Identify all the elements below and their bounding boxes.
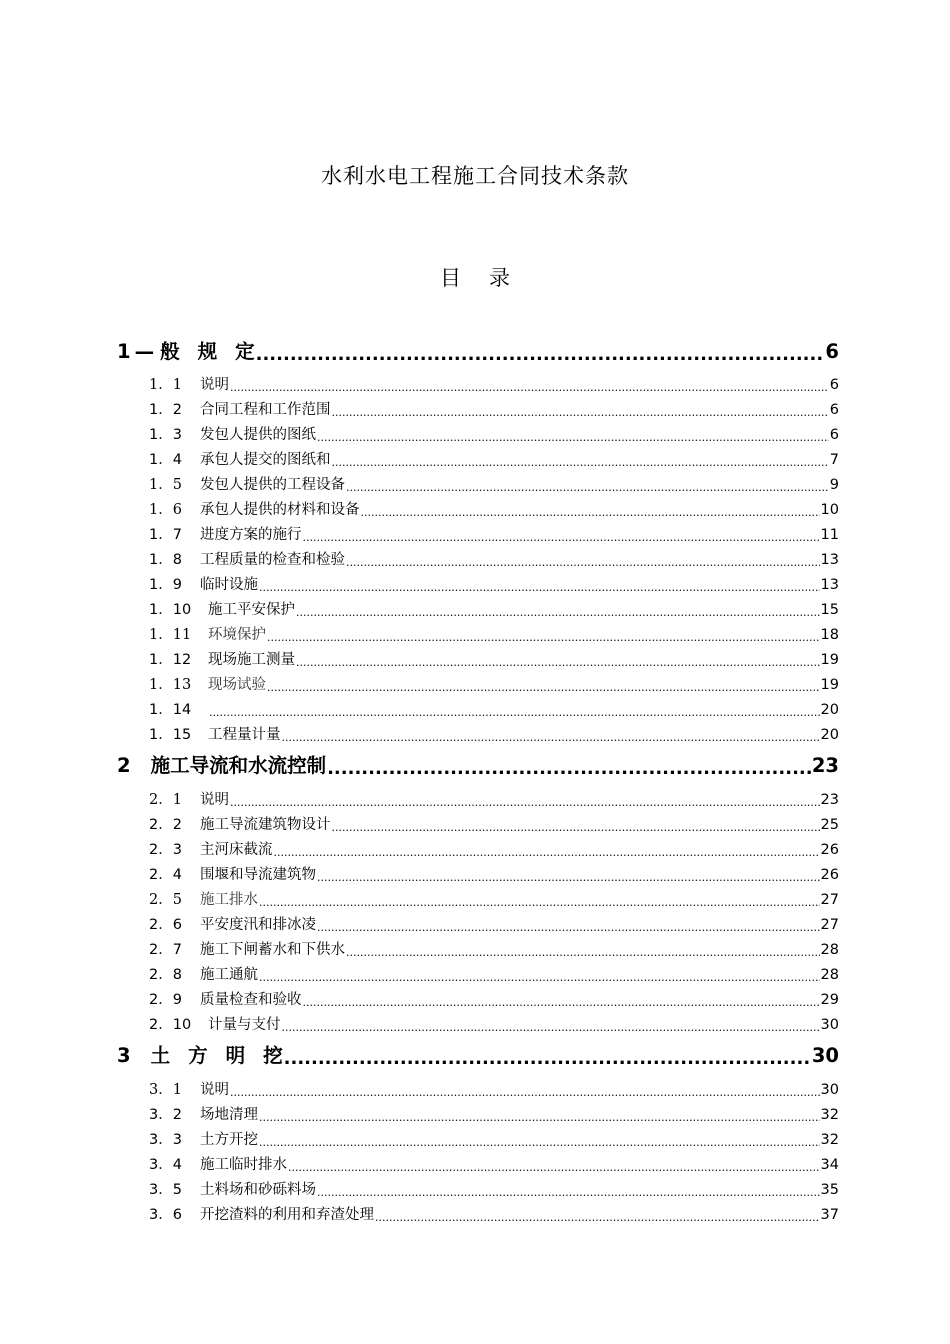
section-title: 发包人提供的工程设备 (200, 477, 345, 493)
dot-leader (267, 631, 820, 642)
chapter-number: 3 (117, 1044, 131, 1067)
section-page: 29 (820, 992, 839, 1008)
section-page: 6 (829, 427, 839, 443)
section-title: 施工下闸蓄水和下供水 (200, 942, 345, 958)
section-number: 1．8 (149, 552, 182, 568)
section-number: 1．3 (149, 427, 182, 443)
section-page: 13 (820, 552, 839, 568)
dot-leader (284, 1048, 811, 1066)
section-page: 6 (829, 377, 839, 393)
section-number: 1．6 (149, 502, 182, 518)
section-title: 说明 (200, 792, 229, 808)
chapter-page: 6 (825, 340, 839, 363)
section-title: 施工排水 (200, 892, 258, 908)
section-title: 承包人提交的图纸和 (200, 452, 331, 468)
dot-leader (375, 1211, 820, 1222)
section-title: 现场施工测量 (208, 652, 295, 668)
section-number: 1．4 (149, 452, 182, 468)
chapter-page: 23 (811, 754, 839, 777)
dot-leader (256, 344, 825, 362)
section-title: 施工通航 (200, 967, 258, 983)
section-page: 13 (820, 577, 839, 593)
section-page: 10 (820, 502, 839, 518)
section-title: 场地清理 (200, 1107, 258, 1123)
section-number: 2．8 (149, 967, 182, 983)
section-page: 11 (820, 527, 839, 543)
document-title: 水利水电工程施工合同技术条款 (321, 164, 629, 188)
section-page: 32 (820, 1132, 839, 1148)
dot-leader (332, 456, 829, 467)
dot-leader (346, 481, 829, 492)
section-page: 18 (820, 627, 839, 643)
toc-section[interactable] (117, 888, 839, 913)
dot-leader (274, 846, 820, 857)
section-number: 3．6 (149, 1207, 182, 1223)
dot-leader (230, 381, 829, 392)
toc-section[interactable] (117, 373, 839, 398)
section-page: 25 (820, 817, 839, 833)
section-number: 2．4 (149, 867, 182, 883)
dot-leader (303, 531, 820, 542)
section-number: 1．13 (149, 677, 192, 693)
dot-leader (259, 581, 820, 592)
section-number: 1．1 (149, 377, 182, 393)
section-number: 2．2 (149, 817, 182, 833)
table-of-contents (117, 336, 839, 1228)
section-page: 34 (820, 1157, 839, 1173)
chapter-title: 土 方 明 挖 (150, 1044, 283, 1067)
section-number: 2．10 (149, 1017, 192, 1033)
toc-heading-char: 录 (489, 266, 510, 290)
section-page: 6 (829, 402, 839, 418)
dot-leader (259, 1136, 820, 1147)
section-number: 3．4 (149, 1157, 182, 1173)
toc-section[interactable] (117, 838, 839, 863)
section-number: 2．1 (149, 792, 182, 808)
dot-leader (332, 406, 829, 417)
section-page: 26 (820, 867, 839, 883)
dot-leader (361, 506, 820, 517)
dot-leader (282, 1021, 820, 1032)
dot-leader (317, 1186, 820, 1197)
toc-section[interactable] (117, 548, 839, 573)
toc-chapter-3[interactable] (117, 1038, 839, 1078)
section-title: 发包人提供的图纸 (200, 427, 316, 443)
section-number: 2．7 (149, 942, 182, 958)
toc-heading (0, 262, 950, 292)
section-page: 15 (820, 602, 839, 618)
dot-leader (296, 656, 820, 667)
toc-section[interactable] (117, 448, 839, 473)
section-title: 施工平安保护 (208, 602, 295, 618)
section-number: 3．1 (149, 1082, 182, 1098)
dot-leader (317, 921, 820, 932)
section-title: 围堰和导流建筑物 (200, 867, 316, 883)
section-number: 1．15 (149, 727, 192, 743)
chapter-title: — 般 规 定 (134, 340, 255, 363)
toc-section[interactable] (117, 913, 839, 938)
toc-section[interactable] (117, 963, 839, 988)
section-title: 临时设施 (200, 577, 258, 593)
section-title: 合同工程和工作范围 (200, 402, 331, 418)
section-page: 37 (820, 1207, 839, 1223)
toc-section[interactable] (117, 473, 839, 498)
section-page: 23 (820, 792, 839, 808)
section-title: 土方开挖 (200, 1132, 258, 1148)
section-title: 计量与支付 (208, 1017, 281, 1033)
section-title: 说明 (200, 1082, 229, 1098)
section-number: 1．14 (149, 702, 192, 718)
section-number: 3．3 (149, 1132, 182, 1148)
dot-leader (259, 1111, 820, 1122)
section-page: 28 (820, 942, 839, 958)
section-number: 2．3 (149, 842, 182, 858)
section-title: 质量检查和验收 (200, 992, 302, 1008)
section-title: 进度方案的施行 (200, 527, 302, 543)
dot-leader (296, 606, 820, 617)
section-number: 1．2 (149, 402, 182, 418)
section-number: 1．5 (149, 477, 182, 493)
section-page: 35 (820, 1182, 839, 1198)
toc-section[interactable] (117, 863, 839, 888)
toc-section[interactable] (117, 988, 839, 1013)
section-number: 2．6 (149, 917, 182, 933)
toc-chapter-1[interactable] (117, 336, 839, 373)
section-title: 工程质量的检查和检验 (200, 552, 345, 568)
section-page: 9 (829, 477, 839, 493)
dot-leader (327, 758, 811, 776)
dot-leader (332, 821, 820, 832)
section-page: 26 (820, 842, 839, 858)
section-number: 2．9 (149, 992, 182, 1008)
section-page: 20 (820, 702, 839, 718)
section-page: 27 (820, 917, 839, 933)
chapter-title: 施工导流和水流控制 (150, 754, 327, 777)
section-page: 32 (820, 1107, 839, 1123)
section-title: 环境保护 (208, 627, 266, 643)
section-title: 说明 (200, 377, 229, 393)
section-page: 30 (820, 1082, 839, 1098)
dot-leader (288, 1161, 820, 1172)
toc-section[interactable] (117, 1078, 839, 1103)
toc-section[interactable] (117, 523, 839, 548)
section-page: 19 (820, 677, 839, 693)
toc-section[interactable] (117, 1203, 839, 1228)
toc-section[interactable] (117, 673, 839, 698)
section-page: 19 (820, 652, 839, 668)
section-title: 工程量计量 (208, 727, 281, 743)
section-page: 20 (820, 727, 839, 743)
toc-section[interactable] (117, 938, 839, 963)
toc-section[interactable] (117, 1153, 839, 1178)
toc-heading-char: 目 (440, 266, 461, 290)
chapter-page: 30 (811, 1044, 839, 1067)
section-title: 施工临时排水 (200, 1157, 287, 1173)
dot-leader (259, 971, 820, 982)
dot-leader (267, 681, 820, 692)
section-page: 30 (820, 1017, 839, 1033)
toc-section[interactable] (117, 648, 839, 673)
toc-section[interactable] (117, 423, 839, 448)
toc-section[interactable] (117, 1178, 839, 1203)
section-number: 3．5 (149, 1182, 182, 1198)
section-page: 27 (820, 892, 839, 908)
section-number: 2．5 (149, 892, 182, 908)
section-number: 1．12 (149, 652, 192, 668)
section-title: 开挖渣料的利用和弃渣处理 (200, 1207, 374, 1223)
section-title: 平安度汛和排冰凌 (200, 917, 316, 933)
toc-section[interactable] (117, 1013, 839, 1038)
dot-leader (317, 431, 829, 442)
toc-section[interactable] (117, 623, 839, 648)
toc-section[interactable] (117, 788, 839, 813)
toc-section[interactable] (117, 698, 839, 723)
toc-section[interactable] (117, 398, 839, 423)
section-title: 承包人提供的材料和设备 (200, 502, 360, 518)
dot-leader (230, 1086, 820, 1097)
section-page: 28 (820, 967, 839, 983)
toc-section[interactable] (117, 1128, 839, 1153)
section-title: 主河床截流 (200, 842, 273, 858)
toc-section[interactable] (117, 1103, 839, 1128)
section-page: 7 (829, 452, 839, 468)
dot-leader (209, 706, 820, 717)
section-number: 1．11 (149, 627, 192, 643)
dot-leader (346, 946, 820, 957)
section-title: 施工导流建筑物设计 (200, 817, 331, 833)
dot-leader (230, 796, 820, 807)
dot-leader (317, 871, 820, 882)
chapter-number: 2 (117, 754, 131, 777)
dot-leader (282, 731, 820, 742)
section-number: 1．10 (149, 602, 192, 618)
section-title: 土料场和砂砾料场 (200, 1182, 316, 1198)
section-number: 1．7 (149, 527, 182, 543)
chapter-number: 1 (117, 340, 131, 363)
toc-section[interactable] (117, 723, 839, 748)
section-number: 3．2 (149, 1107, 182, 1123)
toc-chapter-2[interactable] (117, 748, 839, 788)
toc-section[interactable] (117, 573, 839, 598)
dot-leader (346, 556, 820, 567)
section-title: 现场试验 (208, 677, 266, 693)
toc-section[interactable] (117, 813, 839, 838)
toc-section[interactable] (117, 498, 839, 523)
toc-section[interactable] (117, 598, 839, 623)
dot-leader (303, 996, 820, 1007)
section-number: 1．9 (149, 577, 182, 593)
dot-leader (259, 896, 820, 907)
